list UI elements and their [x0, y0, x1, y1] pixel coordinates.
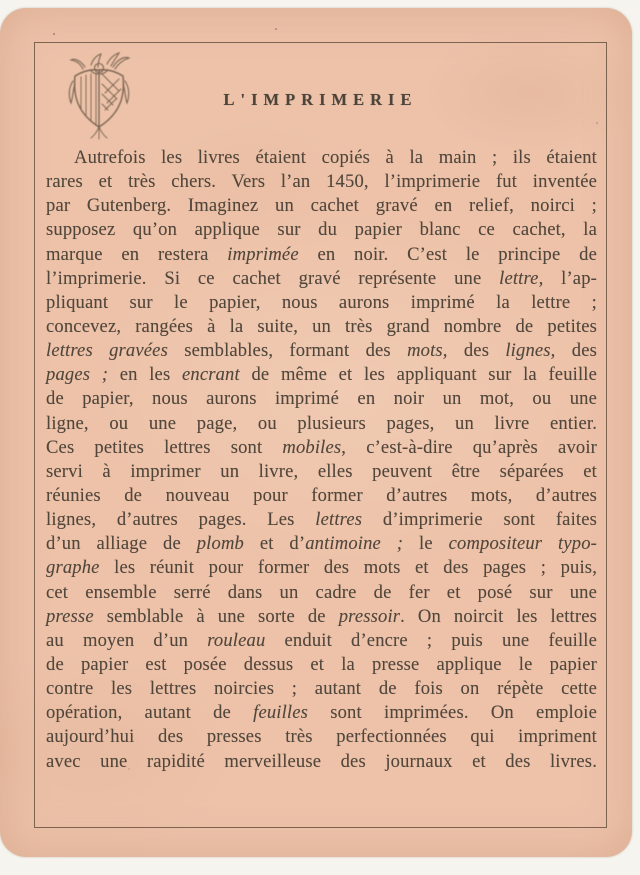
text-run: le: [403, 533, 449, 555]
text-run: des: [447, 340, 506, 362]
text-line: [46, 750, 597, 774]
text-run-italic: lettres gravées: [46, 340, 168, 362]
text-run: d’un alliage de: [46, 533, 197, 555]
text-run: lignes, d’autres pages. Les: [46, 509, 316, 531]
text-run: d’imprimerie sont faites: [362, 509, 597, 531]
text-run: pliquant sur le papier, nous aurons imprimé la lettre ;: [46, 291, 597, 313]
text-run: Ces petites lettres sont: [46, 436, 283, 458]
body-text: [46, 146, 597, 774]
text-line: [46, 460, 597, 484]
text-line: [46, 170, 597, 194]
text-run: enduit d’encre ; puis une feuille: [265, 629, 597, 651]
text-line: [46, 629, 597, 653]
text-run: concevez, rangées à la suite, un très grand nombre de petites: [46, 315, 597, 337]
text-line: [46, 725, 597, 749]
text-run-italic: lignes,: [505, 340, 556, 362]
text-run: aujourd’hui des presses très perfectionnées qui impriment: [46, 726, 597, 748]
text-run: de papier, nous aurons imprimé en noir un mot, ou une: [46, 388, 597, 410]
text-run: , c’est-à-dire qu’après avoir: [341, 436, 597, 458]
text-run-italic: pages ;: [46, 364, 109, 386]
printed-card: [0, 8, 632, 857]
text-line: [46, 243, 597, 267]
text-run: réunies de nouveau pour former d’autres mots, d’autres: [46, 484, 597, 506]
text-line: [46, 339, 597, 363]
text-line: [46, 291, 597, 315]
text-line: [46, 267, 597, 291]
text-run: au moyen d’un: [46, 629, 208, 651]
text-run: semblables, formant des: [167, 340, 408, 362]
text-run: de papier est posée dessus et la presse applique le papier: [46, 653, 597, 675]
text-line: [46, 532, 597, 556]
text-run-italic: rouleau: [207, 629, 266, 651]
text-run: de même et les appliquant sur la feuille: [239, 364, 597, 386]
text-run: les réunit pour former des mots et des pages ; puis,: [99, 557, 597, 579]
text-run-italic: compositeur typo-: [448, 533, 598, 555]
text-run: supposez qu’on applique sur du papier blanc ce cachet, la: [46, 219, 597, 241]
text-line: [46, 556, 597, 580]
text-run-italic: encrant: [181, 364, 240, 386]
text-line: [46, 218, 597, 242]
text-run: en noir. C’est le principe de: [298, 243, 597, 265]
text-line: [46, 701, 597, 725]
text-run-italic: lettre,: [499, 267, 544, 289]
border-frame: [34, 42, 607, 828]
card-title: L'IMPRIMERIE: [223, 90, 418, 109]
text-run-italic: plomb: [196, 533, 244, 555]
text-run: ligne, ou une page, ou plusieurs pages, un livre entier.: [46, 412, 597, 434]
text-run: semblable à une sorte de: [93, 605, 339, 627]
text-run: l’ap-: [543, 267, 597, 289]
text-run: avec une rapidité merveilleuse des journaux et des livres.: [46, 750, 597, 772]
text-line: [46, 194, 597, 218]
text-run: par Gutenberg. Imaginez un cachet gravé en relief, noirci ;: [46, 195, 597, 217]
text-line: [46, 412, 597, 436]
text-line: [46, 605, 597, 629]
text-run-italic: antimoine ;: [305, 533, 404, 555]
text-run: en les: [108, 364, 182, 386]
text-run: des: [555, 340, 597, 362]
paper-speckles: [0, 8, 2, 10]
text-line: [46, 363, 597, 387]
text-run: et d’: [243, 533, 306, 555]
text-run: marque en restera: [46, 243, 228, 265]
text-line: [46, 677, 597, 701]
text-run-italic: feuilles: [253, 702, 309, 724]
text-run-italic: pressoir: [338, 605, 401, 627]
text-line: [46, 436, 597, 460]
text-run-italic: graphe: [46, 557, 100, 579]
text-line: [46, 508, 597, 532]
text-run: opération, autant de: [46, 702, 254, 724]
text-run-italic: presse: [46, 605, 94, 627]
text-line: [46, 146, 597, 170]
text-run: cet ensemble serré dans un cadre de fer et posé sur une: [46, 581, 597, 603]
text-run: contre les lettres noircies ; autant de fois on répète cette: [46, 678, 597, 700]
text-run: Autrefois les livres étaient copiés à la main ; ils étaient: [74, 147, 597, 168]
text-run-italic: mobiles: [282, 436, 342, 458]
text-run: rares et très chers. Vers l’an 1450, l’imprimerie fut inventée: [46, 171, 597, 193]
text-run-italic: mots,: [407, 340, 448, 362]
text-run: sont imprimées. On emploie: [308, 702, 597, 724]
text-line: [46, 387, 597, 411]
text-line: [46, 484, 597, 508]
text-run: . On noircit les lettres: [400, 605, 597, 627]
text-line: [46, 581, 597, 605]
text-run: l’imprimerie. Si ce cachet gravé représente une: [46, 267, 500, 289]
text-run-italic: lettres: [315, 509, 363, 531]
text-line: [46, 315, 597, 339]
text-line: [46, 653, 597, 677]
text-run-italic: imprimée: [227, 243, 299, 265]
text-run: servi à imprimer un livre, elles peuvent être séparées et: [46, 460, 597, 482]
